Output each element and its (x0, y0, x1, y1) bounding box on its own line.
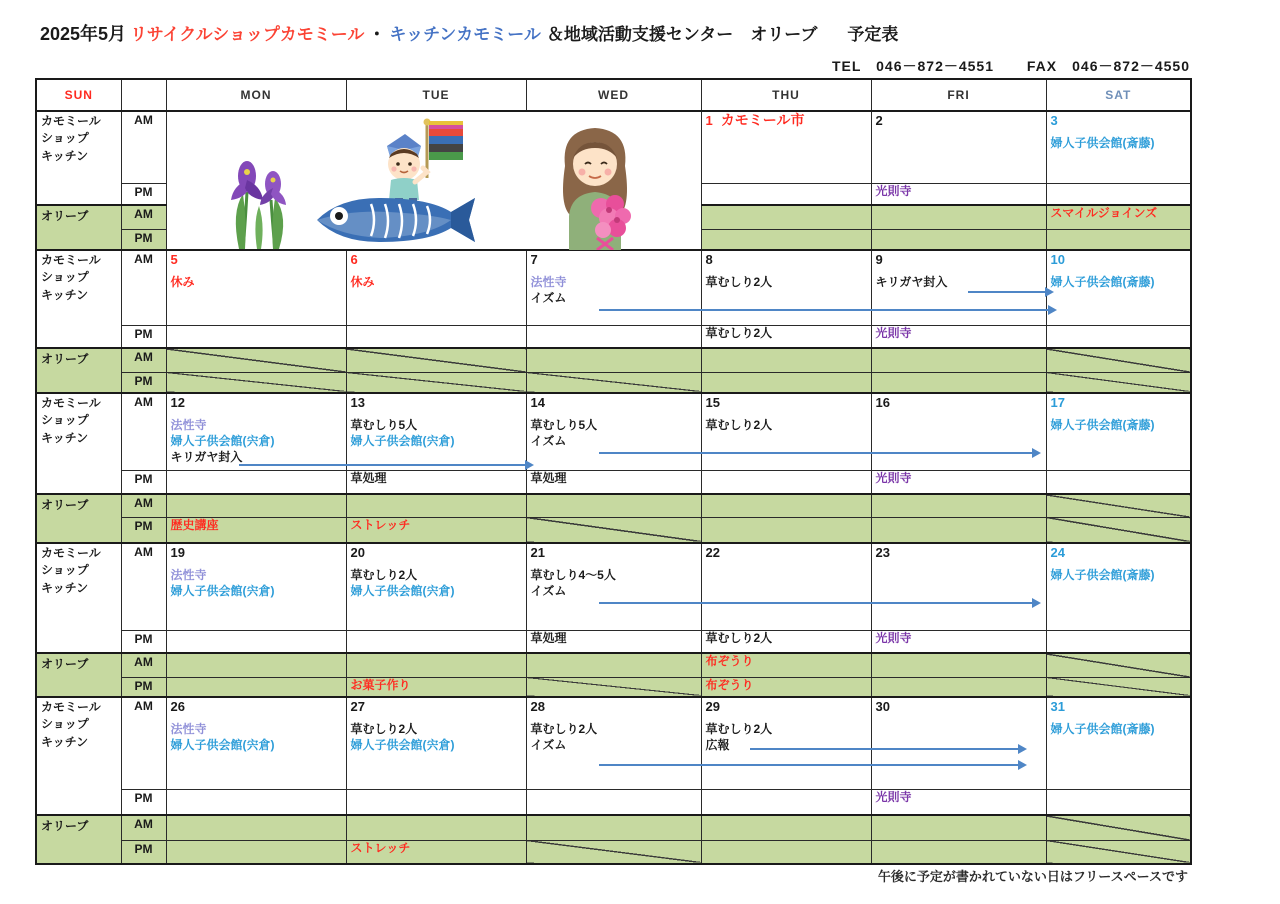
day-cell-15-pm (701, 470, 871, 494)
day-cell-30-pm (871, 789, 1046, 815)
event-label: 草むしり2人 (705, 630, 773, 645)
am-row-label: AM (121, 250, 166, 325)
day-cell-6-am (346, 250, 526, 325)
schedule-calendar (35, 78, 1192, 865)
olive-cell-21-pm (526, 677, 701, 697)
day-number: 21 (530, 545, 545, 560)
day-number: 6 (350, 252, 358, 267)
row-label-kamomile-shop-kitchen: カモミール ショップ キッチン (36, 393, 121, 494)
day-cell-1-pm (701, 183, 871, 205)
seasonal-illustrations-cell (166, 111, 701, 250)
olive-cell-1-pm (701, 229, 871, 250)
olive-cell-23-am (871, 653, 1046, 677)
day-number: 3 (1050, 113, 1058, 128)
olive-cell-13-pm (346, 517, 526, 543)
am-row-label: AM (121, 697, 166, 789)
olive-am-row-label: AM (121, 348, 166, 372)
event-label: 婦人子供会館(斎藤) (1050, 568, 1155, 582)
olive-pm-row-label: PM (121, 372, 166, 393)
event-label: 休み (170, 275, 195, 289)
event-label: 光則寺 (875, 630, 912, 645)
olive-cell-27-pm (346, 840, 526, 864)
day-cell-14-pm (526, 470, 701, 494)
olive-cell-19-am (166, 653, 346, 677)
day-number: 13 (350, 395, 365, 410)
day-cell-10-am (1046, 250, 1191, 325)
day-cell-21-pm (526, 630, 701, 653)
event-label: お菓子作り (350, 677, 411, 692)
day-cell-16-am (871, 393, 1046, 470)
event-label: 草むしり5人 (530, 418, 598, 432)
olive-cell-10-pm (1046, 372, 1191, 393)
olive-cell-12-am (166, 494, 346, 517)
olive-pm-row-label: PM (121, 229, 166, 250)
day-cell-12-pm (166, 470, 346, 494)
event-label: 光則寺 (875, 183, 912, 198)
day-cell-28-pm (526, 789, 701, 815)
day-number: 8 (705, 252, 713, 267)
event-label: 婦人子供会館(宍倉) (170, 738, 275, 752)
day-number: 31 (1050, 699, 1065, 714)
olive-am-row-label: AM (121, 815, 166, 840)
olive-cell-28-am (526, 815, 701, 840)
pm-row-label: PM (121, 470, 166, 494)
day-number: 19 (170, 545, 185, 560)
day-cell-5-am (166, 250, 346, 325)
row-label-kamomile-shop-kitchen: カモミール ショップ キッチン (36, 543, 121, 653)
header-fri: FRI (871, 79, 1046, 111)
olive-pm-row-label: PM (121, 517, 166, 543)
am-row-label: AM (121, 111, 166, 183)
olive-cell-2-am (871, 205, 1046, 229)
event-label: 布ぞうり (705, 654, 754, 668)
event-label: 草むしり5人 (350, 418, 418, 432)
row-label-olive: オリーブ (36, 653, 121, 697)
day-cell-5-pm (166, 325, 346, 348)
olive-cell-17-pm (1046, 517, 1191, 543)
day-cell-29-pm (701, 789, 871, 815)
event-label: キリガヤ封入 (875, 275, 948, 289)
olive-cell-29-pm (701, 840, 871, 864)
event-label: 婦人子供会館(斎藤) (1050, 722, 1155, 736)
day-number: 24 (1050, 545, 1065, 560)
day-cell-26-am (166, 697, 346, 789)
day-number: 22 (705, 545, 720, 560)
olive-cell-5-pm (166, 372, 346, 393)
day-cell-2-am (871, 111, 1046, 183)
continuation-arrow (599, 452, 1039, 454)
event-label: 婦人子供会館(斎藤) (1050, 136, 1155, 150)
olive-cell-22-am (701, 653, 871, 677)
event-label: 法性寺 (170, 722, 207, 736)
olive-cell-24-am (1046, 653, 1191, 677)
event-label: 光則寺 (875, 789, 912, 804)
header-sat: SAT (1046, 79, 1191, 111)
am-row-label: AM (121, 393, 166, 470)
title-kitchen: キッチンカモミール (389, 25, 541, 44)
day-cell-12-am (166, 393, 346, 470)
day-cell-6-pm (346, 325, 526, 348)
day-cell-13-pm (346, 470, 526, 494)
continuation-arrow (968, 291, 1052, 293)
day-cell-31-am (1046, 697, 1191, 789)
day-cell-20-am (346, 543, 526, 630)
row-label-olive: オリーブ (36, 494, 121, 543)
day-cell-21-am (526, 543, 701, 630)
olive-cell-7-pm (526, 372, 701, 393)
olive-cell-1-am (701, 205, 871, 229)
day-cell-17-pm (1046, 470, 1191, 494)
day-number: 9 (875, 252, 883, 267)
fax-number: FAX 046－872－4550 (1026, 58, 1190, 74)
olive-cell-26-am (166, 815, 346, 840)
title-dot: ・ (368, 25, 386, 44)
event-label: 法性寺 (170, 418, 207, 432)
event-label: 歴史講座 (170, 517, 219, 532)
header-spacer (121, 79, 166, 111)
event-label: 光則寺 (875, 325, 912, 340)
event-label: カモミール市 (720, 112, 805, 128)
day-number: 10 (1050, 252, 1065, 267)
day-cell-8-pm (701, 325, 871, 348)
header-mon: MON (166, 79, 346, 111)
day-cell-17-am (1046, 393, 1191, 470)
olive-cell-21-am (526, 653, 701, 677)
event-label: イズム (530, 434, 567, 448)
olive-cell-6-pm (346, 372, 526, 393)
day-cell-27-pm (346, 789, 526, 815)
olive-cell-28-pm (526, 840, 701, 864)
continuation-arrow (599, 602, 1039, 604)
day-number: 30 (875, 699, 890, 714)
olive-cell-16-pm (871, 517, 1046, 543)
olive-cell-31-pm (1046, 840, 1191, 864)
title-recycle-shop: リサイクルショップカモミール (130, 25, 365, 44)
event-label: イズム (530, 584, 567, 598)
day-cell-9-pm (871, 325, 1046, 348)
event-label: ストレッチ (350, 840, 411, 855)
olive-cell-30-pm (871, 840, 1046, 864)
event-label: 草むしり2人 (705, 325, 773, 340)
olive-cell-9-am (871, 348, 1046, 372)
olive-cell-8-am (701, 348, 871, 372)
event-label: イズム (530, 291, 567, 305)
day-number: 23 (875, 545, 890, 560)
olive-cell-30-am (871, 815, 1046, 840)
day-cell-13-am (346, 393, 526, 470)
title-month: 2025年5月 (40, 24, 127, 44)
day-cell-29-am (701, 697, 871, 789)
page-title (40, 20, 902, 46)
olive-cell-20-am (346, 653, 526, 677)
day-cell-8-am (701, 250, 871, 325)
row-label-kamomile-shop-kitchen: カモミール ショップ キッチン (36, 111, 121, 205)
day-number: 20 (350, 545, 365, 560)
olive-cell-6-am (346, 348, 526, 372)
day-number: 26 (170, 699, 185, 714)
olive-cell-5-am (166, 348, 346, 372)
day-cell-20-pm (346, 630, 526, 653)
am-row-label: AM (121, 543, 166, 630)
continuation-arrow (599, 764, 1025, 766)
olive-cell-31-am (1046, 815, 1191, 840)
pm-row-label: PM (121, 183, 166, 205)
event-label: 草むしり2人 (350, 568, 418, 582)
day-number: 15 (705, 395, 720, 410)
header-thu: THU (701, 79, 871, 111)
event-label: 草むしり2人 (705, 722, 773, 736)
row-label-olive: オリーブ (36, 205, 121, 250)
day-cell-15-am (701, 393, 871, 470)
row-label-olive: オリーブ (36, 348, 121, 393)
olive-cell-10-am (1046, 348, 1191, 372)
event-label: イズム (530, 738, 567, 752)
day-cell-19-pm (166, 630, 346, 653)
olive-cell-27-am (346, 815, 526, 840)
event-label: ストレッチ (350, 517, 411, 532)
olive-cell-9-pm (871, 372, 1046, 393)
day-cell-14-am (526, 393, 701, 470)
event-label: 布ぞうり (705, 677, 754, 692)
continuation-arrow (239, 464, 532, 466)
olive-am-row-label: AM (121, 205, 166, 229)
day-cell-28-am (526, 697, 701, 789)
day-cell-7-am (526, 250, 701, 325)
olive-cell-19-pm (166, 677, 346, 697)
title-schedule-label: 予定表 (847, 25, 899, 44)
olive-pm-row-label: PM (121, 677, 166, 697)
day-number: 12 (170, 395, 185, 410)
olive-cell-15-pm (701, 517, 871, 543)
day-cell-23-pm (871, 630, 1046, 653)
olive-cell-7-am (526, 348, 701, 372)
event-label: 法性寺 (170, 568, 207, 582)
day-cell-23-am (871, 543, 1046, 630)
event-label: 草むしり2人 (705, 418, 773, 432)
footer-note: 午後に予定が書かれていない日はフリースペースです (877, 869, 1188, 884)
pm-row-label: PM (121, 789, 166, 815)
olive-cell-22-pm (701, 677, 871, 697)
tel-number: TEL 046－872－4551 (831, 58, 995, 74)
header-sun: SUN (36, 79, 121, 111)
day-number: 1 カモミール市 (705, 112, 805, 128)
continuation-arrow (599, 309, 1055, 311)
event-label: 婦人子供会館(斎藤) (1050, 275, 1155, 289)
event-label: 草むしり2人 (705, 275, 773, 289)
olive-cell-29-am (701, 815, 871, 840)
header-tue: TUE (346, 79, 526, 111)
event-label: 婦人子供会館(宍倉) (170, 584, 275, 598)
day-number: 17 (1050, 395, 1065, 410)
event-label: 光則寺 (875, 470, 912, 485)
day-number: 16 (875, 395, 890, 410)
day-number: 2 (875, 113, 883, 128)
olive-pm-row-label: PM (121, 840, 166, 864)
olive-cell-8-pm (701, 372, 871, 393)
olive-cell-20-pm (346, 677, 526, 697)
event-label: 草処理 (530, 630, 567, 645)
day-cell-7-pm (526, 325, 701, 348)
event-label: スマイルジョインズ (1050, 206, 1158, 220)
day-number: 28 (530, 699, 545, 714)
row-label-olive: オリーブ (36, 815, 121, 864)
day-cell-22-am (701, 543, 871, 630)
day-cell-16-pm (871, 470, 1046, 494)
olive-am-row-label: AM (121, 494, 166, 517)
day-cell-3-am (1046, 111, 1191, 183)
olive-cell-15-am (701, 494, 871, 517)
day-number: 5 (170, 252, 178, 267)
event-label: 婦人子供会館(宍倉) (170, 434, 275, 448)
olive-cell-3-am (1046, 205, 1191, 229)
olive-cell-13-am (346, 494, 526, 517)
day-cell-2-pm (871, 183, 1046, 205)
event-label: 婦人子供会館(宍倉) (350, 584, 455, 598)
title-center-olive: ＆地域活動支援センター オリーブ (546, 25, 818, 44)
event-label: 草むしり2人 (350, 722, 418, 736)
day-cell-19-am (166, 543, 346, 630)
olive-cell-23-pm (871, 677, 1046, 697)
olive-cell-17-am (1046, 494, 1191, 517)
koinobori-boy-illustration (309, 116, 481, 248)
olive-cell-3-pm (1046, 229, 1191, 250)
day-cell-22-pm (701, 630, 871, 653)
event-label: 婦人子供会館(宍倉) (350, 434, 455, 448)
row-label-kamomile-shop-kitchen: カモミール ショップ キッチン (36, 250, 121, 348)
olive-cell-26-pm (166, 840, 346, 864)
event-label: 婦人子供会館(斎藤) (1050, 418, 1155, 432)
olive-cell-14-am (526, 494, 701, 517)
iris-flowers-illustration (209, 142, 304, 250)
event-label: 婦人子供会館(宍倉) (350, 738, 455, 752)
pm-row-label: PM (121, 325, 166, 348)
pm-row-label: PM (121, 630, 166, 653)
bouquet-woman-illustration (539, 120, 651, 250)
olive-cell-24-pm (1046, 677, 1191, 697)
day-cell-1-am (701, 111, 871, 183)
contact-info (832, 56, 1190, 76)
event-label: 草処理 (530, 470, 567, 485)
day-cell-30-am (871, 697, 1046, 789)
carp (317, 198, 475, 242)
day-cell-9-am (871, 250, 1046, 325)
event-label: 草処理 (350, 470, 387, 485)
day-cell-24-pm (1046, 630, 1191, 653)
olive-am-row-label: AM (121, 653, 166, 677)
olive-cell-16-am (871, 494, 1046, 517)
day-cell-27-am (346, 697, 526, 789)
continuation-arrow (750, 748, 1025, 750)
day-cell-26-pm (166, 789, 346, 815)
day-cell-31-pm (1046, 789, 1191, 815)
day-number: 27 (350, 699, 365, 714)
day-cell-10-pm (1046, 325, 1191, 348)
olive-cell-2-pm (871, 229, 1046, 250)
event-label: 法性寺 (530, 275, 567, 289)
event-label: キリガヤ封入 (170, 450, 243, 464)
row-label-kamomile-shop-kitchen: カモミール ショップ キッチン (36, 697, 121, 815)
olive-cell-14-pm (526, 517, 701, 543)
day-cell-3-pm (1046, 183, 1191, 205)
event-label: 広報 (705, 738, 730, 752)
event-label: 草むしり2人 (530, 722, 598, 736)
day-number: 7 (530, 252, 538, 267)
day-number: 14 (530, 395, 545, 410)
day-number: 29 (705, 699, 720, 714)
event-label: 草むしり4～5人 (530, 568, 616, 582)
event-label: 休み (350, 275, 375, 289)
olive-cell-12-pm (166, 517, 346, 543)
day-cell-24-am (1046, 543, 1191, 630)
header-wed: WED (526, 79, 701, 111)
